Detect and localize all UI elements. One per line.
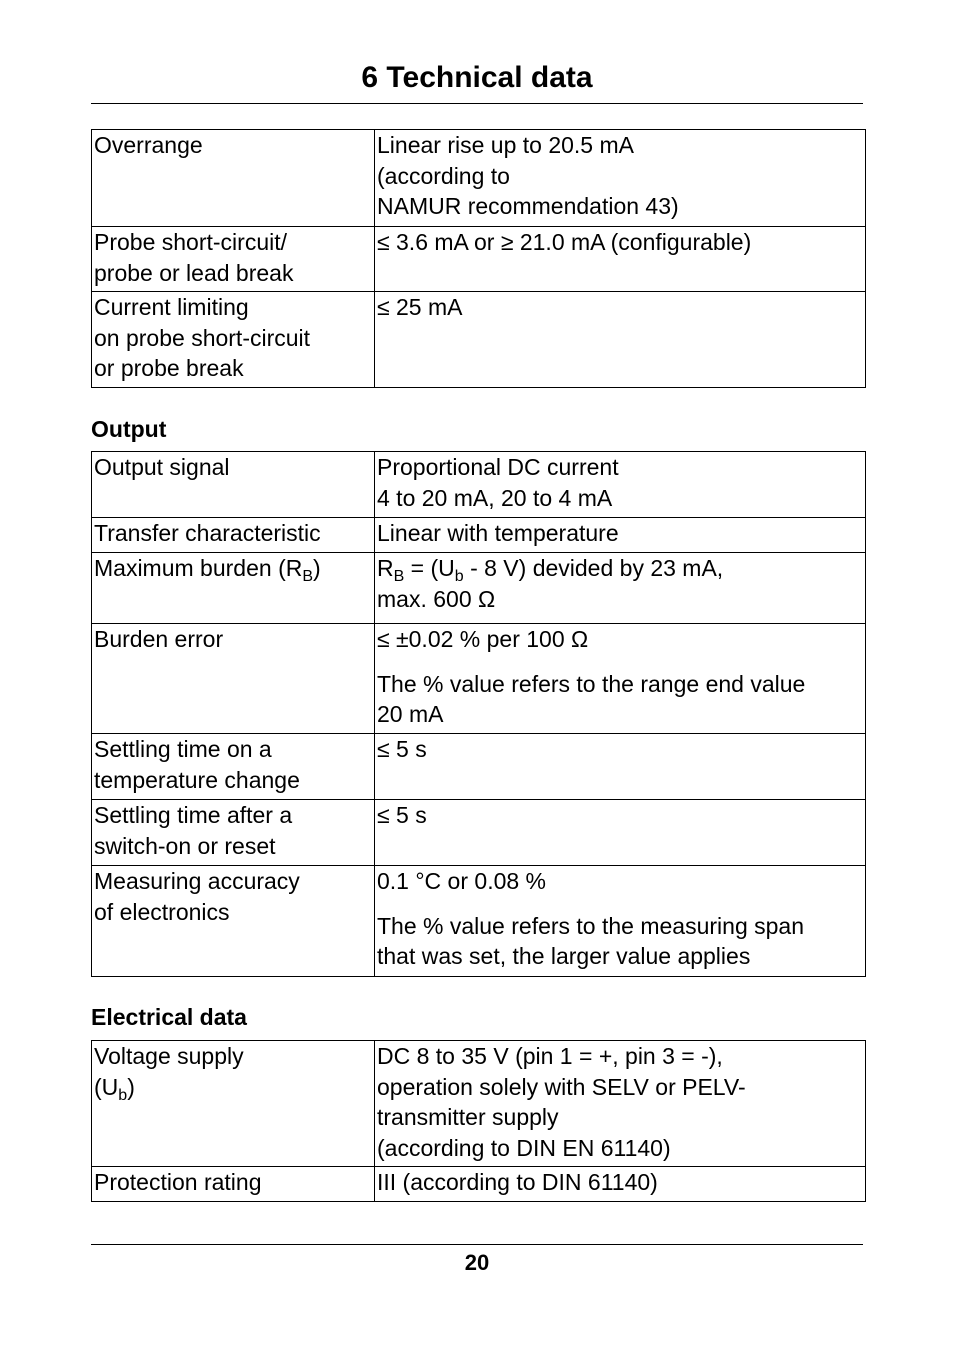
footer-rule bbox=[91, 1244, 863, 1245]
value-text: 0.1 °C or 0.08 % bbox=[377, 868, 547, 894]
value-text: ≤ 5 s bbox=[377, 736, 427, 762]
value-text: ≤ 3.6 mA or ≥ 21.0 mA (configurable) bbox=[377, 229, 752, 255]
param-cell bbox=[92, 624, 375, 734]
value-text: III (according to DIN 61140) bbox=[377, 1169, 658, 1195]
value-text: ≤ 5 s bbox=[377, 802, 427, 828]
param-label: Burden error bbox=[94, 626, 224, 652]
param-label: Transfer characteristic bbox=[94, 520, 321, 546]
param-label: $(U_b)$ bbox=[94, 1073, 135, 1104]
section-heading-output: Output bbox=[91, 416, 167, 442]
param-cell bbox=[92, 130, 375, 227]
table-row bbox=[92, 553, 866, 624]
value-text: ≤ ±0.02 % per 100 Ω bbox=[377, 626, 589, 652]
param-cell bbox=[92, 553, 375, 624]
value-text: $R_B = (U_b - 8$ V) devided by 23 mA, bbox=[377, 555, 724, 585]
value-text: operation solely with SELV or PELV- bbox=[377, 1073, 746, 1100]
table-row bbox=[92, 866, 866, 977]
table-row bbox=[92, 227, 866, 292]
value-text: Proportional DC current bbox=[377, 454, 619, 480]
param-label: Output signal bbox=[94, 454, 230, 480]
value-cell bbox=[375, 1167, 866, 1202]
value-note: that was set, the larger value applies bbox=[377, 943, 751, 969]
value-text: NAMUR recommendation 43) bbox=[377, 193, 679, 219]
page-title: 6 Technical data bbox=[361, 61, 593, 94]
value-text: transmitter supply bbox=[377, 1104, 559, 1130]
param-cell bbox=[92, 1041, 375, 1167]
table-row bbox=[92, 452, 866, 518]
param-cell bbox=[92, 734, 375, 800]
electrical-spec-table bbox=[91, 1040, 866, 1202]
value-cell bbox=[375, 452, 866, 518]
param-cell bbox=[92, 452, 375, 518]
param-label: on probe short-circuit bbox=[94, 324, 311, 351]
table-row bbox=[92, 800, 866, 866]
param-cell bbox=[92, 292, 375, 388]
value-cell bbox=[375, 130, 866, 227]
param-label: Overrange bbox=[94, 132, 203, 158]
param-label: Settling time after a bbox=[94, 802, 293, 828]
value-text: max. 600 Ω bbox=[377, 585, 496, 612]
value-cell bbox=[375, 292, 866, 388]
value-cell bbox=[375, 734, 866, 800]
table-row bbox=[92, 624, 866, 734]
param-label: switch-on or reset bbox=[94, 832, 276, 859]
value-text: ≤ 25 mA bbox=[377, 294, 463, 320]
param-cell bbox=[92, 518, 375, 553]
value-text: (according to bbox=[377, 162, 510, 189]
param-label: Probe short-circuit/ bbox=[94, 229, 288, 255]
value-cell bbox=[375, 227, 866, 292]
output-spec-table bbox=[91, 451, 866, 977]
value-cell bbox=[375, 553, 866, 624]
header-rule bbox=[91, 103, 863, 104]
value-text: 4 to 20 mA, 20 to 4 mA bbox=[377, 484, 613, 511]
page-number: 20 bbox=[464, 1250, 490, 1275]
value-cell bbox=[375, 800, 866, 866]
param-label: Settling time on a bbox=[94, 736, 272, 762]
value-note: 20 mA bbox=[377, 701, 444, 727]
param-label: Maximum burden $(R_B)$ bbox=[94, 555, 321, 585]
table-row bbox=[92, 1167, 866, 1202]
param-label: Protection rating bbox=[94, 1169, 262, 1195]
param-cell bbox=[92, 1167, 375, 1202]
table-row bbox=[92, 1041, 866, 1167]
param-label: of electronics bbox=[94, 898, 230, 925]
table-row bbox=[92, 518, 866, 553]
param-cell bbox=[92, 866, 375, 977]
table-row bbox=[92, 130, 866, 227]
value-text: Linear rise up to 20.5 mA bbox=[377, 132, 634, 158]
param-label: Current limiting bbox=[94, 294, 249, 320]
param-label: Measuring accuracy bbox=[94, 868, 300, 894]
value-text: (according to DIN EN 61140) bbox=[377, 1134, 671, 1161]
value-cell bbox=[375, 624, 866, 734]
section-heading-electrical: Electrical data bbox=[91, 1004, 247, 1030]
param-label: Voltage supply bbox=[94, 1043, 244, 1069]
value-cell bbox=[375, 518, 866, 553]
param-label: probe or lead break bbox=[94, 259, 294, 286]
param-label: or probe break bbox=[94, 355, 244, 381]
value-note: The % value refers to the range end value bbox=[377, 670, 806, 697]
value-text: DC 8 to 35 V (pin 1 = +, pin 3 = -), bbox=[377, 1043, 723, 1069]
param-cell bbox=[92, 227, 375, 292]
value-text: Linear with temperature bbox=[377, 520, 619, 546]
value-cell bbox=[375, 1041, 866, 1167]
table-row bbox=[92, 292, 866, 388]
param-cell bbox=[92, 800, 375, 866]
param-label: temperature change bbox=[94, 766, 300, 793]
table-row bbox=[92, 734, 866, 800]
value-note: The % value refers to the measuring span bbox=[377, 912, 805, 939]
input-spec-table bbox=[91, 129, 866, 388]
value-cell bbox=[375, 866, 866, 977]
